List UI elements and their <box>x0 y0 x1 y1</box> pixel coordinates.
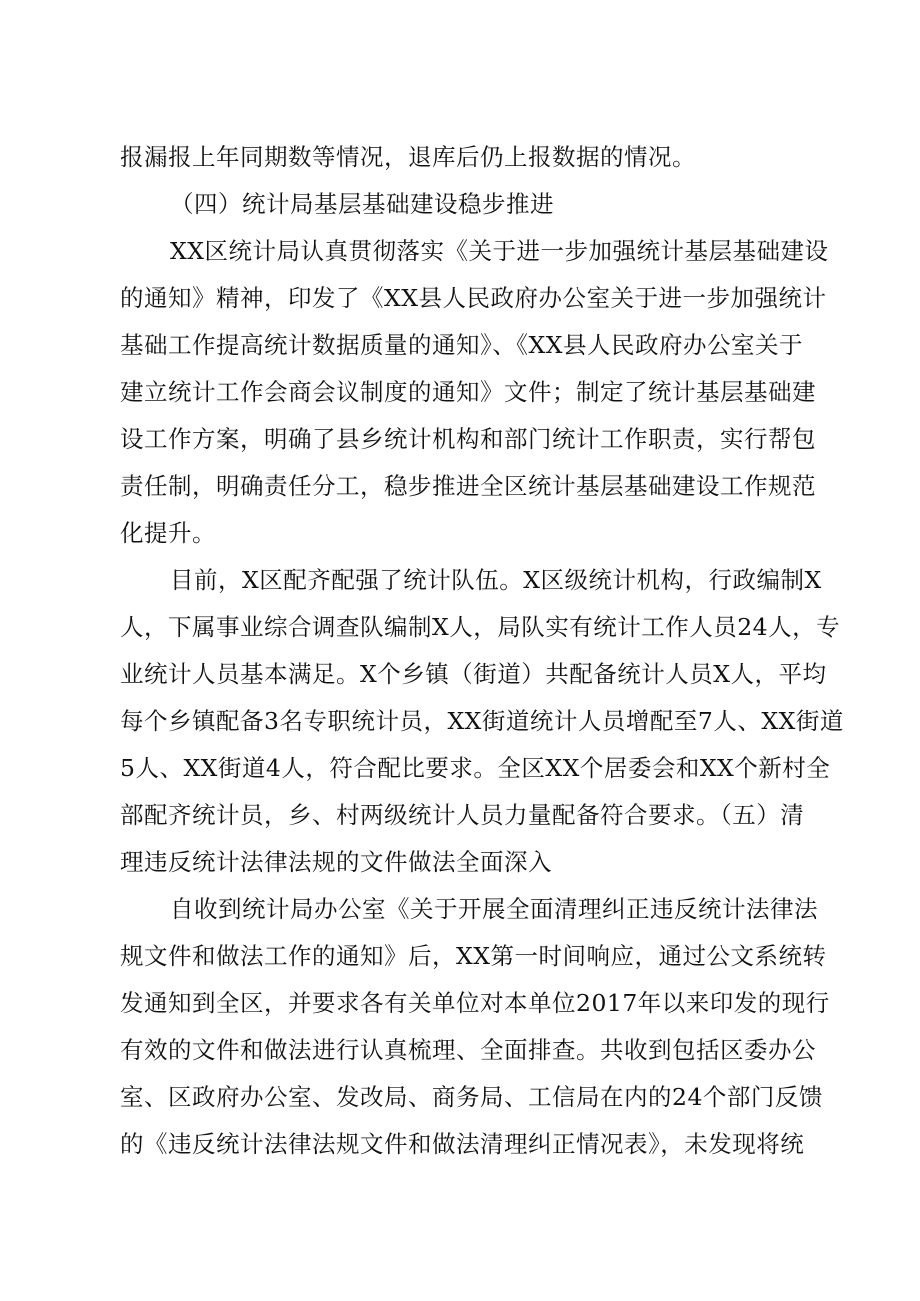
text-line: 5人、XX街道4人，符合配比要求。全区XX个居委会和XX个新村全 <box>120 754 831 782</box>
text-line: 基础工作提高统计数据质量的通知》、《XX县人民政府办公室关于 <box>120 331 803 359</box>
text-line: 的通知》精神，印发了《XX县人民政府办公室关于进一步加强统计 <box>120 284 827 312</box>
paragraph-first-line: 目前，X区配齐配强了统计队伍。X区级统计机构，行政编制X <box>170 566 822 594</box>
text-line: 每个乡镇配备3名专职统计员，XX街道统计人员增配至7人、XX街道 <box>120 707 844 735</box>
section-heading: （四）统计局基层基础建设稳步推进 <box>170 190 554 218</box>
text-line: 设工作方案，明确了县乡统计机构和部门统计工作职责，实行帮包 <box>120 425 816 453</box>
text-line: 人，下属事业综合调查队编制X人，局队实有统计工作人员24人，专 <box>120 613 841 641</box>
text-line: 规文件和做法工作的通知》后，XX第一时间响应，通过公文系统转 <box>120 942 827 970</box>
text-line: 业统计人员基本满足。X个乡镇（街道）共配备统计人员X人，平均 <box>120 660 827 688</box>
text-line: 室、区政府办公室、发改局、商务局、工信局在内的24个部门反馈 <box>120 1083 823 1111</box>
paragraph-first-line: 自收到统计局办公室《关于开展全面清理纠正违反统计法律法 <box>170 895 818 923</box>
text-line: 理违反统计法律法规的文件做法全面深入 <box>120 848 552 876</box>
text-line: 化提升。 <box>120 519 216 547</box>
text-line: 部配齐统计员，乡、村两级统计人员力量配备符合要求。（五）清 <box>120 801 805 829</box>
text-line: 报漏报上年同期数等情况，退库后仍上报数据的情况。 <box>120 143 696 171</box>
paragraph-first-line: XX区统计局认真贯彻落实《关于进一步加强统计基层基础建设 <box>170 237 829 265</box>
text-line: 责任制，明确责任分工，稳步推进全区统计基层基础建设工作规范 <box>120 472 816 500</box>
text-line: 建立统计工作会商会议制度的通知》文件；制定了统计基层基础建 <box>120 378 816 406</box>
text-line: 有效的文件和做法进行认真梳理、全面排查。共收到包括区委办公 <box>120 1036 816 1064</box>
text-line: 发通知到全区，并要求各有关单位对本单位2017年以来印发的现行 <box>120 989 830 1017</box>
text-line: 的《违反统计法律法规文件和做法清理纠正情况表》，未发现将统 <box>120 1130 805 1158</box>
